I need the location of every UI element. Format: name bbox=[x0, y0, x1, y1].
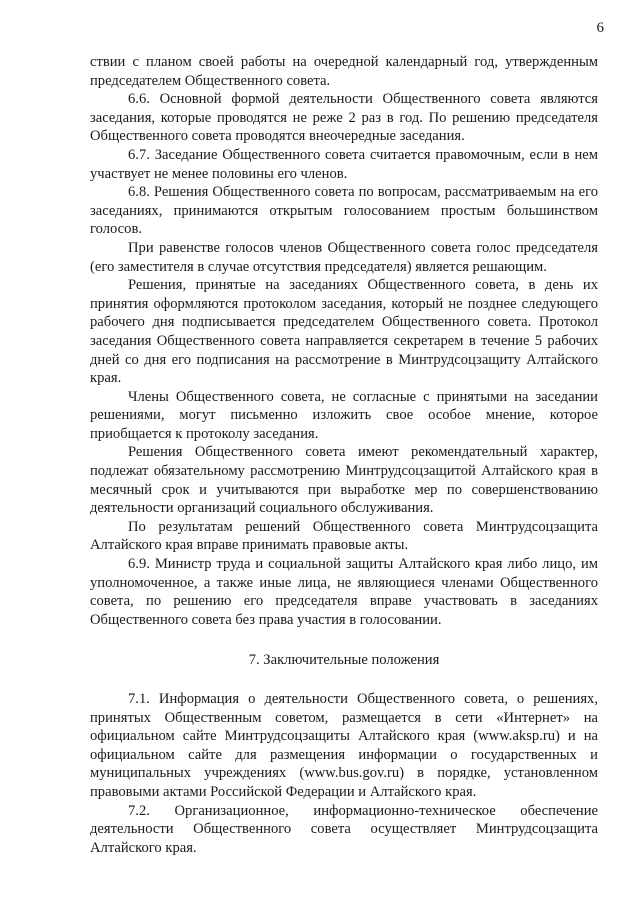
paragraph-protocol: Решения, принятые на заседаниях Общественного совета, в день их принятия оформляются протоколом заседания, который не позднее следующего рабочего дня подписывается председателем Общественного совета. Протокол заседания Общественного совета направляется секретарем в течение 5 рабочих дней со дня его подписания на рассмотрение в Минтрудсоцзащиту Алтайского края. bbox=[90, 277, 598, 387]
document-body bbox=[90, 53, 598, 857]
paragraph-continuation: ствии с планом своей работы на очередной календарный год, утвержденным председателем Общественного совета. bbox=[90, 54, 598, 89]
paragraph-6-6: 6.6. Основной формой деятельности Общественного совета являются заседания, которые проводятся не реже 2 раз в год. По решению председателя Общественного совета проводятся внеочередные заседания. bbox=[90, 91, 598, 145]
paragraph-7-2: 7.2. Организационное, информационно-техническое обеспечение деятельности Общественного совета осуществляет Минтрудсоцзащита Алтайского края. bbox=[90, 802, 598, 856]
paragraph-7-1: 7.1. Информация о деятельности Общественного совета, о решениях, принятых Общественным советом, размещается в сети «Интернет» на официальном сайте Минтрудсоцзащиты Алтайского края (www.aksp.ru) и на официальном сайте для размещения информации о государственных и муниципальных учреждениях (www.bus.gov.ru) в порядке, установленном правовыми актами Российской Федерации и Алтайского края. bbox=[90, 691, 598, 800]
paragraph-recommendations: Решения Общественного совета имеют рекомендательный характер, подлежат обязательному рассмотрению Минтрудсоцзащитой Алтайского края в месячный срок и учитываются при выработке мер по совершенствованию деятельности организаций социального обслуживания. bbox=[90, 444, 598, 517]
paragraph-6-8: 6.8. Решения Общественного совета по вопросам, рассматриваемым на его заседаниях, принимаются открытым голосованием простым большинством голосов. bbox=[90, 184, 598, 238]
paragraph-dissent: Члены Общественного совета, не согласные с принятыми на заседании решениями, могут письменно изложить свое особое мнение, которое приобщается к протоколу заседания. bbox=[90, 388, 598, 442]
page-number: 6 bbox=[596, 20, 604, 36]
paragraph-6-9: 6.9. Министр труда и социальной защиты Алтайского края либо лицо, им уполномоченное, а также иные лица, не являющиеся членами Общественного совета, по решению его председателя вправе участвовать в заседаниях Общественного совета без права участия в голосовании. bbox=[90, 556, 598, 628]
paragraph-6-7: 6.7. Заседание Общественного совета считается правомочным, если в нем участвует не менее половины его членов. bbox=[90, 146, 598, 182]
paragraph-tie-vote: При равенстве голосов членов Общественного совета голос председателя (его заместителя в случае отсутствия председателя) является решающим. bbox=[90, 239, 598, 275]
section-heading: 7. Заключительные положения bbox=[248, 652, 440, 669]
paragraph-legal-acts: По результатам решений Общественного совета Минтрудсоцзащита Алтайского края вправе принимать правовые акты. bbox=[90, 518, 598, 554]
